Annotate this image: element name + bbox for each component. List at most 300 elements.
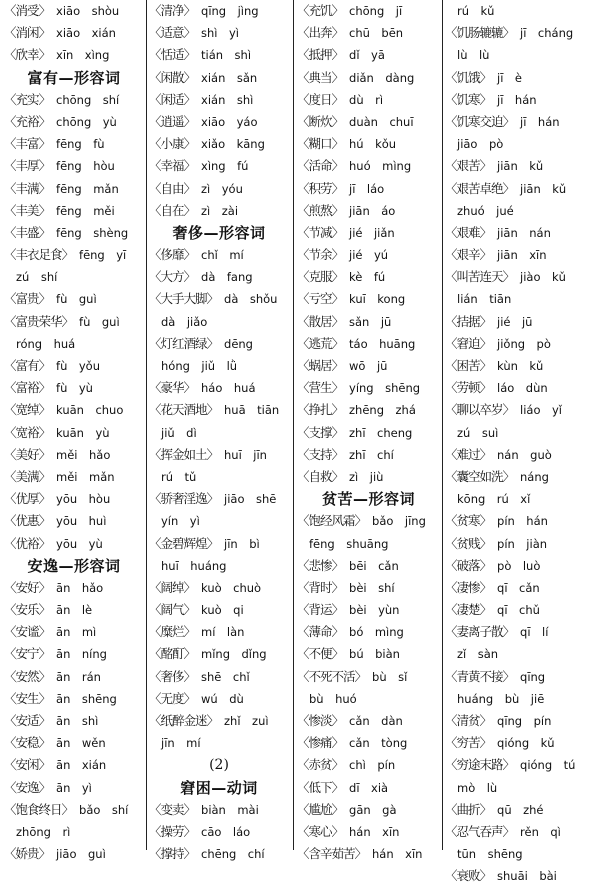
entry: [445, 799, 591, 821]
entry: [149, 133, 289, 155]
entry-word: 〈安然〉: [4, 668, 51, 684]
entry-pinyin: qū zhé: [497, 802, 544, 817]
entry-pinyin: zǐ sàn: [457, 647, 499, 662]
entry-pinyin: duàn chuī: [349, 114, 414, 129]
entry: [149, 89, 289, 111]
entry: [4, 533, 144, 555]
entry-pinyin-continuation: [445, 688, 591, 710]
entry-pinyin: mǐng dǐng: [201, 647, 267, 662]
entry-pinyin: zhuó jué: [457, 203, 514, 218]
entry-pinyin: jiǒng pò: [497, 336, 551, 351]
entry-pinyin: hú kǒu: [349, 137, 397, 152]
entry: [297, 355, 440, 377]
entry-pinyin: xiāo shòu: [56, 4, 120, 18]
entry-pinyin: liáo yǐ: [520, 403, 562, 418]
entry-word: 〈金碧辉煌〉: [149, 535, 219, 551]
entry-pinyin: fù guì: [56, 292, 97, 307]
entry: [4, 399, 144, 421]
entry-word: 〈豪华〉: [149, 380, 196, 396]
entry-pinyin: cǎn tòng: [349, 736, 408, 751]
entry-pinyin: zú shí: [16, 270, 58, 285]
entry-pinyin: ān yì: [56, 780, 92, 795]
entry-word: 〈逍遥〉: [149, 113, 196, 129]
entry-pinyin: chōng jī: [349, 4, 403, 18]
entry-pinyin-continuation: [149, 466, 289, 488]
entry-pinyin: huā tiān: [224, 403, 280, 418]
entry-word: 〈丰美〉: [4, 202, 51, 218]
entry: [297, 754, 440, 776]
entry-word: 〈逃荒〉: [297, 335, 344, 351]
entry: [297, 133, 440, 155]
entry: [4, 178, 144, 200]
entry-pinyin: kuān chuo: [56, 403, 124, 418]
entry-pinyin-continuation: [445, 44, 591, 66]
entry: [297, 67, 440, 89]
entry: [149, 67, 289, 89]
entry: [445, 244, 591, 266]
entry-word: 〈清贫〉: [445, 713, 492, 728]
entry: [445, 599, 591, 621]
entry-pinyin: diǎn dàng: [349, 70, 415, 85]
entry: [297, 266, 440, 288]
entry-pinyin: bèi shí: [349, 580, 395, 595]
entry: [297, 155, 440, 177]
entry-pinyin-continuation: [297, 688, 440, 710]
entry-pinyin: ān wěn: [56, 736, 106, 751]
entry: [445, 333, 591, 355]
entry-pinyin: xiǎo kāng: [201, 137, 265, 152]
entry-pinyin: xìng fú: [201, 159, 249, 174]
entry-pinyin: fù guì: [79, 314, 120, 329]
entry-pinyin: zhī cheng: [349, 425, 413, 440]
entry-pinyin: hóng jiǔ lǜ: [161, 359, 238, 373]
entry-pinyin-continuation: [4, 821, 144, 843]
entry-pinyin-continuation: [445, 843, 591, 865]
entry-pinyin-continuation: [149, 510, 289, 532]
entry-word: 〈自救〉: [297, 468, 344, 484]
entry-pinyin: fēng fù: [56, 137, 105, 152]
entry-word: 〈困苦〉: [445, 358, 492, 373]
entry-word: 〈饥寒交迫〉: [445, 113, 515, 129]
entry-pinyin: ān níng: [56, 647, 107, 662]
entry-word: 〈青黄不接〉: [445, 668, 515, 684]
entry: [297, 111, 440, 133]
entry: [297, 666, 440, 688]
entry-pinyin: jiǔ dì: [161, 425, 197, 440]
entry-pinyin: měi hǎo: [56, 447, 111, 462]
entry: [149, 44, 289, 66]
entry: [149, 377, 289, 399]
entry-word: 〈欣幸〉: [4, 47, 51, 63]
entry: [445, 821, 591, 843]
entry-pinyin: dǐ yā: [349, 48, 385, 63]
entry-word: 〈悲惨〉: [297, 557, 344, 573]
entry-word: 〈安谧〉: [4, 624, 51, 640]
entry-word: 〈清净〉: [149, 3, 196, 18]
entry: [149, 643, 289, 665]
entry-word: 〈优裕〉: [4, 535, 51, 551]
entry-word: 〈妻离子散〉: [445, 624, 515, 640]
entry-pinyin: huáng bù jiē: [457, 691, 545, 706]
entry-word: 〈克服〉: [297, 269, 344, 285]
entry-pinyin: yín yì: [161, 514, 200, 529]
entry-word: 〈阔绰〉: [149, 579, 196, 595]
entry: [297, 0, 440, 22]
entry-word: 〈糜烂〉: [149, 624, 196, 640]
entry-word: 〈窘迫〉: [445, 335, 492, 351]
column-4: [445, 0, 591, 884]
entry-pinyin: jī hán: [497, 92, 537, 107]
entry-pinyin: zhēng zhá: [349, 403, 416, 418]
entry: [149, 200, 289, 222]
entry-word: 〈丰富〉: [4, 136, 51, 152]
entry-word: 〈艰辛〉: [445, 247, 492, 263]
entry: [297, 399, 440, 421]
entry-pinyin: fēng měi: [56, 203, 115, 218]
entry-pinyin: lù lù: [457, 48, 490, 63]
entry-word: 〈支撑〉: [297, 424, 344, 440]
entry-word: 〈娇贵〉: [4, 846, 51, 862]
entry: [149, 399, 289, 421]
entry-pinyin-continuation: [445, 777, 591, 799]
entry-pinyin: táo huāng: [349, 336, 416, 351]
entry-word: 〈破落〉: [445, 557, 492, 573]
entry-pinyin-continuation: [445, 133, 591, 155]
entry-word: 〈含辛茹苦〉: [297, 846, 367, 862]
entry: [149, 266, 289, 288]
entry-word: 〈支持〉: [297, 446, 344, 462]
entry-pinyin: dà fang: [201, 270, 253, 285]
entry-word: 〈出奔〉: [297, 25, 344, 41]
entry-word: 〈低下〉: [297, 779, 344, 795]
entry-pinyin: kuò qi: [201, 603, 244, 618]
entry-word: 〈活命〉: [297, 158, 344, 174]
entry-pinyin: xiāo yáo: [201, 114, 258, 129]
entry-word: 〈亏空〉: [297, 291, 344, 307]
entry: [149, 178, 289, 200]
entry-word: 〈尴尬〉: [297, 801, 344, 817]
entry-word: 〈操劳〉: [149, 823, 196, 839]
entry-pinyin: láo dùn: [497, 381, 548, 396]
entry-pinyin: hán xīn: [372, 847, 423, 862]
entry-word: 〈寒心〉: [297, 823, 344, 839]
entry: [445, 399, 591, 421]
entry: [4, 599, 144, 621]
entry: [4, 666, 144, 688]
entry: [445, 621, 591, 643]
entry-word: 〈薄命〉: [297, 624, 344, 640]
entry-pinyin: rú kǔ: [457, 4, 495, 18]
entry: [4, 355, 144, 377]
column-2: [149, 0, 289, 862]
entry-word: 〈消闲〉: [4, 25, 51, 41]
entry-word: 〈挥金如土〉: [149, 446, 219, 462]
entry-pinyin: kè fú: [349, 270, 386, 285]
entry-word: 〈安稳〉: [4, 735, 51, 751]
entry-pinyin: jiāo shē: [224, 492, 277, 507]
entry: [149, 22, 289, 44]
entry-pinyin: qīng jìng: [201, 4, 259, 18]
entry-word: 〈富贵荣华〉: [4, 313, 74, 329]
entry: [297, 89, 440, 111]
entry: [297, 821, 440, 843]
entry-pinyin: jīn bì: [224, 536, 260, 551]
entry: [4, 377, 144, 399]
entry-pinyin-continuation: [4, 333, 144, 355]
entry: [4, 44, 144, 66]
section-heading: 贫苦—形容词: [321, 490, 415, 509]
section-number: (2): [209, 757, 229, 774]
entry-pinyin: chōng shí: [56, 92, 120, 107]
entry-pinyin: wú dù: [201, 691, 244, 706]
entry-pinyin: huó mìng: [349, 159, 412, 174]
entry-pinyin: qióng kǔ: [497, 736, 555, 751]
entry: [4, 89, 144, 111]
entry-word: 〈安好〉: [4, 579, 51, 595]
entry-pinyin: jī láo: [349, 181, 385, 196]
entry: [297, 799, 440, 821]
entry: [297, 843, 440, 865]
entry: [297, 577, 440, 599]
entry-pinyin: qī chǔ: [497, 603, 540, 618]
entry-word: 〈丰盛〉: [4, 224, 51, 240]
entry-word: 〈优惠〉: [4, 513, 51, 529]
entry: [445, 710, 591, 732]
entry-pinyin: dēng: [224, 336, 253, 351]
entry: [297, 621, 440, 643]
entry-pinyin-continuation: [445, 488, 591, 510]
entry: [149, 488, 289, 510]
entry: [4, 488, 144, 510]
entry: [445, 510, 591, 532]
entry-pinyin: nán guò: [497, 447, 552, 462]
entry-pinyin-continuation: [4, 266, 144, 288]
entry-word: 〈适意〉: [149, 25, 196, 41]
entry-pinyin: chōng yù: [56, 114, 117, 129]
entry: [149, 799, 289, 821]
entry-pinyin: sǎn jū: [349, 314, 392, 329]
entry-pinyin: huī huáng: [161, 558, 227, 573]
entry-pinyin-continuation: [149, 732, 289, 754]
entry-word: 〈聊以卒岁〉: [445, 402, 515, 418]
entry-pinyin: fēng hòu: [56, 159, 115, 174]
entry-pinyin: pò luò: [497, 558, 541, 573]
entry-word: 〈惨痛〉: [297, 735, 344, 751]
entry: [297, 510, 440, 532]
entry-pinyin: ān rán: [56, 669, 101, 684]
entry-pinyin: jiān kǔ: [497, 159, 544, 174]
entry-pinyin: jiān xīn: [497, 248, 547, 263]
entry-pinyin: biàn mài: [201, 802, 259, 817]
entry-word: 〈纸醉金迷〉: [149, 713, 219, 728]
entry-pinyin: yōu hòu: [56, 492, 111, 507]
entry-word: 〈充饥〉: [297, 3, 344, 18]
entry-word: 〈劳顿〉: [445, 380, 492, 396]
entry-pinyin: fēng shèng: [56, 225, 129, 240]
entry: [445, 266, 591, 288]
entry-pinyin: pín hán: [497, 514, 548, 529]
entry-pinyin: bǎo shí: [79, 802, 129, 817]
entry: [149, 599, 289, 621]
entry-pinyin: rú tǔ: [161, 469, 197, 484]
entry-word: 〈丰厚〉: [4, 158, 51, 174]
entry-pinyin: jiān áo: [349, 203, 396, 218]
entry: [297, 244, 440, 266]
entry: [445, 444, 591, 466]
entry: [149, 244, 289, 266]
entry: [445, 732, 591, 754]
entry-word: 〈宽裕〉: [4, 424, 51, 440]
entry: [297, 22, 440, 44]
entry-pinyin: qī cǎn: [497, 580, 540, 595]
entry-pinyin: měi mǎn: [56, 469, 115, 484]
entry-pinyin: bǎo jīng: [372, 514, 426, 529]
entry-pinyin: qióng tú: [520, 758, 576, 773]
entry-pinyin: lián tiān: [457, 292, 512, 307]
entry-pinyin: bú biàn: [349, 647, 400, 662]
entry-pinyin: mí làn: [201, 625, 245, 640]
entry-pinyin: qīng pín: [497, 714, 552, 728]
entry: [445, 754, 591, 776]
column-3: [297, 0, 440, 862]
entry: [4, 510, 144, 532]
entry-pinyin: bēi cǎn: [349, 558, 399, 573]
entry-pinyin: bó mìng: [349, 625, 404, 640]
entry-word: 〈散居〉: [297, 313, 344, 329]
entry-pinyin: bù sǐ: [372, 669, 408, 684]
entry-word: 〈变卖〉: [149, 801, 196, 817]
entry-word: 〈丰衣足食〉: [4, 247, 74, 263]
entry-pinyin-continuation: [445, 0, 591, 22]
entry-word: 〈阔气〉: [149, 602, 196, 618]
entry: [297, 466, 440, 488]
entry-word: 〈自由〉: [149, 180, 196, 196]
entry-pinyin: jiào kǔ: [520, 270, 566, 285]
entry: [4, 710, 144, 732]
entry-word: 〈糊口〉: [297, 136, 344, 152]
entry-word: 〈蜗居〉: [297, 358, 344, 373]
entry-pinyin: zú suì: [457, 425, 499, 440]
entry-pinyin: dà jiǎo: [161, 314, 208, 329]
entry: [445, 222, 591, 244]
entry-pinyin-continuation: [445, 422, 591, 444]
entry-pinyin: chū bēn: [349, 26, 404, 41]
entry-word: 〈贫寒〉: [445, 513, 492, 529]
entry: [297, 377, 440, 399]
entry: [297, 178, 440, 200]
entry: [445, 111, 591, 133]
entry-pinyin: dà shǒu: [224, 292, 278, 307]
entry-word: 〈奢侈〉: [149, 668, 196, 684]
entry-word: 〈安乐〉: [4, 602, 51, 618]
entry: [297, 710, 440, 732]
entry-word: 〈断炊〉: [297, 113, 344, 129]
entry-pinyin: shuāi bài: [497, 869, 557, 884]
entry: [4, 444, 144, 466]
entry-word: 〈背运〉: [297, 602, 344, 618]
entry: [297, 311, 440, 333]
entry: [4, 732, 144, 754]
entry: [4, 288, 144, 310]
entry: [445, 466, 591, 488]
entry-word: 〈艰难〉: [445, 224, 492, 240]
entry-pinyin: fēng yī: [79, 248, 127, 263]
entry-pinyin: ān mì: [56, 625, 97, 640]
entry-word: 〈撑持〉: [149, 846, 196, 862]
entry-pinyin: háo huá: [201, 381, 256, 396]
entry-word: 〈抵押〉: [297, 47, 344, 63]
entry-word: 〈安逸〉: [4, 779, 51, 795]
entry: [445, 311, 591, 333]
entry: [297, 222, 440, 244]
entry-pinyin: hán xīn: [349, 824, 400, 839]
entry-word: 〈节余〉: [297, 247, 344, 263]
entry-pinyin: jīn mí: [161, 736, 201, 751]
entry-pinyin: huī jīn: [224, 447, 267, 462]
entry-word: 〈优厚〉: [4, 491, 51, 507]
entry-word: 〈饥饿〉: [445, 69, 492, 85]
entry-word: 〈大手大脚〉: [149, 291, 219, 307]
entry-pinyin: kuī kong: [349, 292, 406, 307]
entry-word: 〈闲适〉: [149, 91, 196, 107]
entry-pinyin: zì jiù: [349, 469, 384, 484]
entry-word: 〈饱食终日〉: [4, 801, 74, 817]
entry-pinyin: xián sǎn: [201, 70, 258, 85]
entry-pinyin: dù rì: [349, 92, 384, 107]
entry-word: 〈囊空如洗〉: [445, 468, 515, 484]
entry: [149, 688, 289, 710]
entry-word: 〈安生〉: [4, 690, 51, 706]
entry: [297, 200, 440, 222]
entry-pinyin: yōu huì: [56, 514, 107, 529]
entry: [297, 422, 440, 444]
entry-pinyin: jié yú: [349, 248, 389, 263]
entry-word: 〈穷苦〉: [445, 735, 492, 751]
entry-word: 〈酩酊〉: [149, 646, 196, 662]
entry: [149, 155, 289, 177]
entry-word: 〈饥寒〉: [445, 91, 492, 107]
entry-word: 〈衰败〉: [445, 868, 492, 884]
entry: [297, 599, 440, 621]
entry: [4, 311, 144, 333]
section-heading: 富有—形容词: [27, 68, 121, 87]
entry-word: 〈富裕〉: [4, 380, 51, 396]
entry: [4, 0, 144, 22]
entry-pinyin: kuò chuò: [201, 580, 262, 595]
entry-word: 〈拮据〉: [445, 313, 492, 329]
entry-word: 〈赤贫〉: [297, 757, 344, 773]
entry-word: 〈安适〉: [4, 713, 51, 728]
entry-pinyin: zhī chí: [349, 447, 394, 462]
entry-pinyin: shē chǐ: [201, 669, 250, 684]
entry: [4, 577, 144, 599]
entry-pinyin: cǎn dàn: [349, 714, 403, 728]
entry-word: 〈安闲〉: [4, 757, 51, 773]
entry-pinyin: róng huá: [16, 336, 76, 351]
entry-word: 〈大方〉: [149, 269, 196, 285]
entry-pinyin: ān shēng: [56, 691, 117, 706]
entry: [297, 732, 440, 754]
entry: [4, 843, 144, 865]
entry-pinyin: tūn shēng: [457, 847, 523, 862]
entry-word: 〈凄惨〉: [445, 579, 492, 595]
entry: [445, 178, 591, 200]
entry-pinyin-continuation: [445, 200, 591, 222]
entry: [445, 577, 591, 599]
entry-pinyin: chēng chí: [201, 847, 265, 862]
section-heading: 安逸—形容词: [27, 556, 121, 575]
entry-pinyin: mò lù: [457, 780, 498, 795]
